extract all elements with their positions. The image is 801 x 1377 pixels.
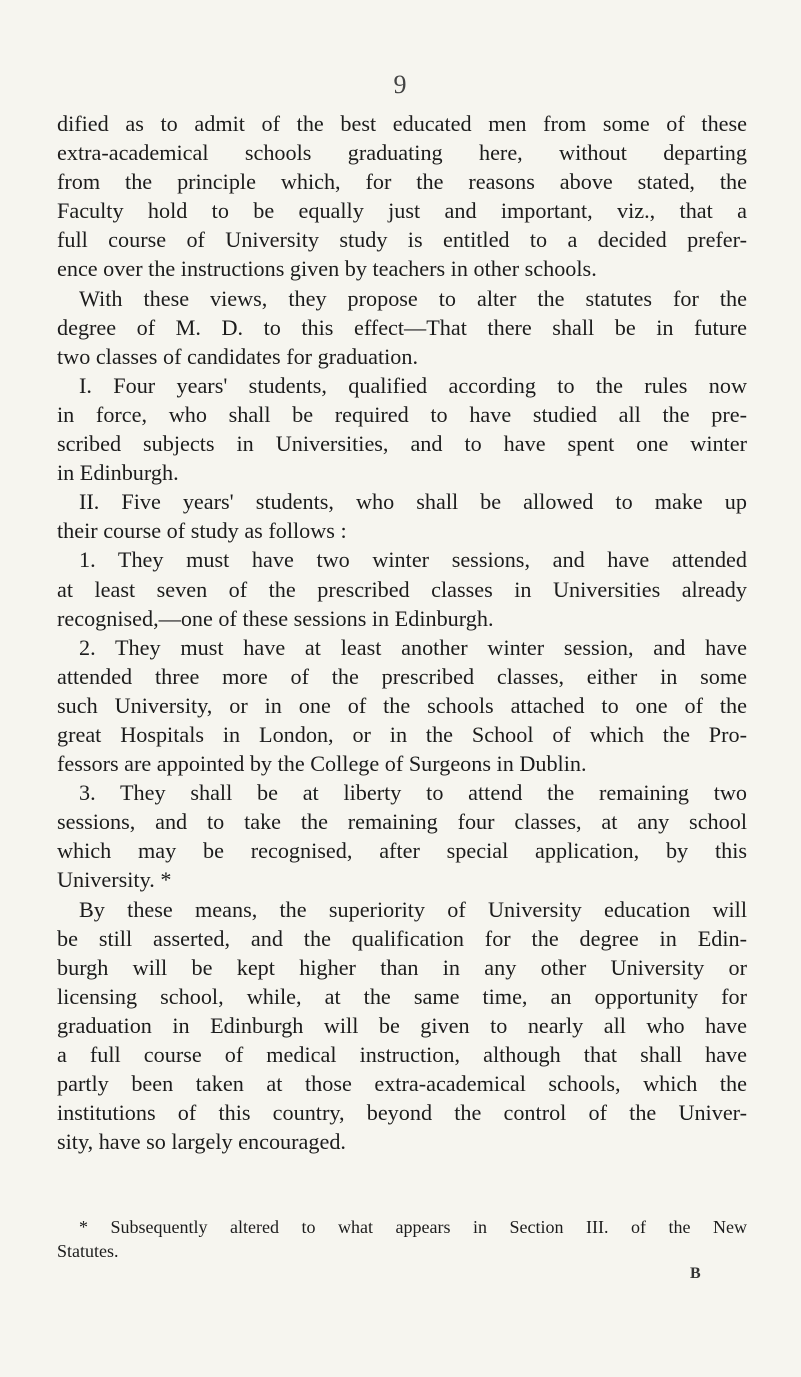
page-number: 9 <box>393 70 407 99</box>
text-line: II. Five years' students, who shall be allowed to make up <box>79 489 747 515</box>
text-line: sessions, and to take the remaining four classes, at any school <box>57 809 747 835</box>
text-line: recognised,—one of these sessions in Edinburgh. <box>57 605 494 631</box>
text-line: dified as to admit of the best educated men from some of these <box>57 111 747 136</box>
text-line: which may be recognised, after special application, by this <box>57 838 747 864</box>
text-line: full course of University study is entitled to a decided prefer- <box>57 227 747 253</box>
text-line: in Edinburgh. <box>57 460 179 486</box>
text-line: burgh will be kept higher than in any other University or <box>57 954 747 980</box>
text-line: a full course of medical instruction, although that shall have <box>57 1042 747 1067</box>
text-line: 1. They must have two winter sessions, and have attended <box>79 547 747 573</box>
text-line: at least seven of the prescribed classes in Universities already <box>57 576 747 602</box>
text-line: partly been taken at those extra-academical schools, which the <box>57 1071 747 1097</box>
text-line: University. * <box>57 867 172 893</box>
footnote-line: * Subsequently altered to what appears in Section III. of the New <box>79 1217 747 1237</box>
text-line: two classes of candidates for graduation. <box>57 343 419 369</box>
text-line: Faculty hold to be equally just and important, viz., that a <box>57 198 747 224</box>
text-line: attended three more of the prescribed classes, either in some <box>57 663 747 689</box>
text-line: graduation in Edinburgh will be given to nearly all who have <box>57 1012 747 1038</box>
footnote <box>57 1215 747 1263</box>
text-line: be still asserted, and the qualification for the degree in Edin- <box>57 925 747 951</box>
text-line: With these views, they propose to alter the statutes for the <box>79 285 747 311</box>
text-line: institutions of this country, beyond the control of the Univer- <box>57 1100 747 1126</box>
text-line: ence over the instructions given by teachers in other schools. <box>57 256 597 282</box>
footnote-line: Statutes. <box>57 1241 119 1261</box>
text-line: By these means, the superiority of University education will <box>79 896 747 922</box>
text-line: I. Four years' students, qualified according to the rules now <box>79 372 747 398</box>
text-line: from the principle which, for the reasons above stated, the <box>57 169 747 195</box>
text-line: great Hospitals in London, or in the School of which the Pro- <box>57 721 747 747</box>
text-line: 3. They shall be at liberty to attend the remaining two <box>79 780 747 806</box>
body-text <box>57 109 747 1156</box>
text-line: degree of M. D. to this effect—That there shall be in future <box>57 314 747 340</box>
text-line: scribed subjects in Universities, and to have spent one winter <box>57 431 747 457</box>
text-line: their course of study as follows : <box>57 518 347 544</box>
text-line: such University, or in one of the schools attached to one of the <box>57 692 747 718</box>
text-line: sity, have so largely encouraged. <box>57 1129 346 1155</box>
text-line: licensing school, while, at the same time, an opportunity for <box>57 983 747 1009</box>
signature-mark: B <box>690 1265 701 1282</box>
text-line: extra-academical schools graduating here, without departing <box>57 140 747 166</box>
text-line: in force, who shall be required to have studied all the pre- <box>57 401 747 427</box>
text-line: fessors are appointed by the College of Surgeons in Dublin. <box>57 751 587 777</box>
text-line: 2. They must have at least another winter session, and have <box>79 634 747 660</box>
